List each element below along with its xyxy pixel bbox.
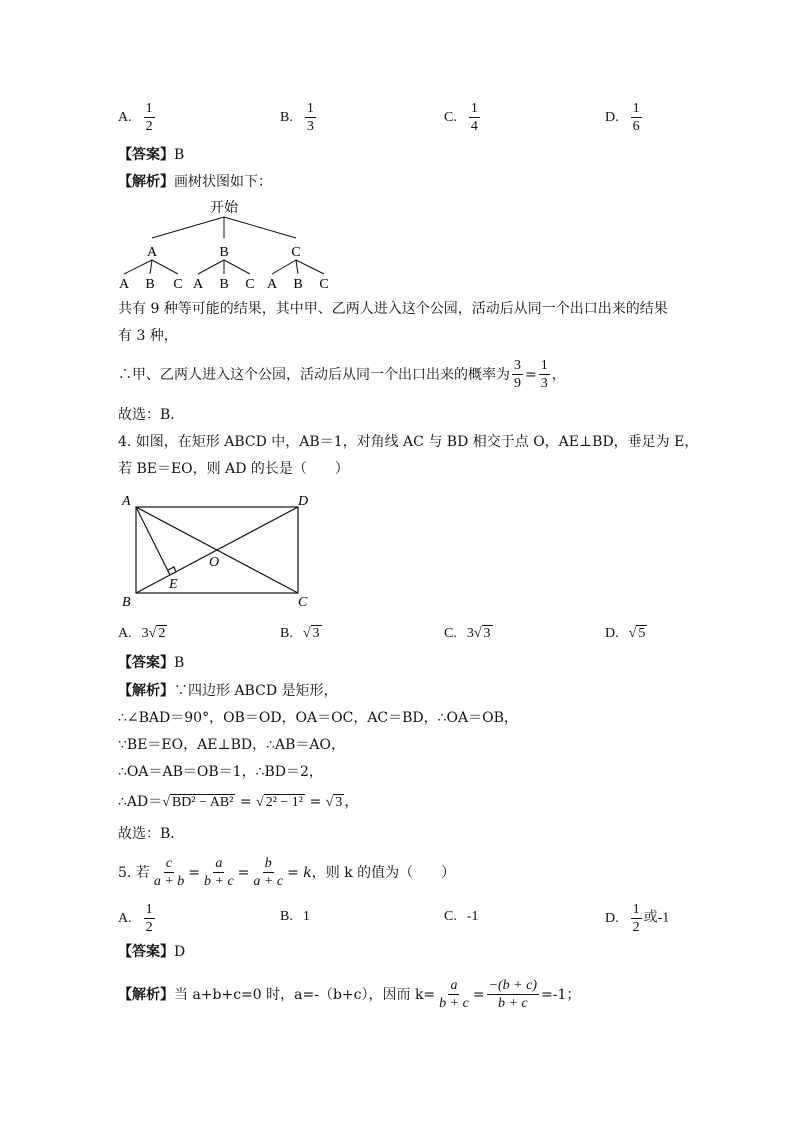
q4-option-d: D. √ 5 — [605, 624, 647, 644]
q3-conclusion: 故选：B． — [118, 407, 185, 423]
label-o: O — [209, 555, 220, 570]
label-a: A — [122, 494, 131, 509]
label-d: D — [298, 494, 309, 509]
q5-analysis: 【解析】 当 a+b+c=0 时，a=-（b+c），因而 k= $\frac{a}{b + c}$ = $\frac{-(b + c)}{b + c}$ =-1； — [118, 978, 581, 1011]
fraction: $\frac{1}{6}$ — [632, 101, 640, 134]
q4-conclusion: 故选：B． — [118, 826, 185, 842]
label-e: E — [169, 577, 178, 592]
sqrt: √ BD² − AB² — [162, 795, 234, 810]
fraction: $\frac{c}{a + b}$ — [153, 856, 185, 889]
q4-final-step: ∴AD＝√ BD² − AB² = √ 2² − 1² = √ 3 ， — [118, 792, 358, 813]
tree-node: B — [219, 245, 229, 260]
q5-option-a: A. $\frac{1}{2}$ — [118, 902, 153, 935]
tree-diagram — [110, 196, 370, 292]
q3-line3: ∴甲、乙两人进入这个公园，活动后从同一个出口出来的概率为 $\frac{3}{9}$ = $\frac{1}{3}$ ， — [118, 358, 566, 391]
q4-step-4: ∴OA＝AB＝OB＝1，∴BD＝2， — [118, 764, 323, 780]
fraction: $\frac{1}{3}$ — [540, 358, 548, 391]
tree-root: 开始 — [210, 201, 238, 216]
q5-option-b: B. 1 — [280, 909, 310, 924]
q3-option-c: C. $\frac{1}{4}$ — [444, 101, 478, 134]
label-b: B — [122, 595, 131, 610]
sqrt: √ 3 — [473, 626, 491, 641]
q4-stem-line1: 4. 如图，在矩形 ABCD 中，AB＝1，对角线 AC 与 BD 相交于点 O，AE⊥BD，垂足为 E， — [118, 434, 699, 450]
fraction: $\frac{1}{2}$ — [632, 902, 640, 935]
q3-option-d: D. $\frac{1}{6}$ — [605, 101, 640, 134]
label-c: C — [298, 595, 308, 610]
fraction: $\frac{1}{4}$ — [470, 101, 478, 134]
q3-line2: 有 3 种， — [118, 328, 178, 344]
fraction: $\frac{3}{9}$ — [514, 358, 521, 391]
tree-leaf: C — [319, 277, 329, 292]
fraction: $\frac{a}{b + c}$ — [204, 856, 234, 889]
sqrt: √ 2² − 1² — [256, 795, 303, 810]
q5-answer: 【答案】D — [118, 944, 186, 960]
sqrt: √ 3 — [302, 626, 320, 641]
fraction: $\frac{1}{2}$ — [145, 101, 153, 134]
q5-option-c: C. -1 — [444, 909, 479, 924]
q5-option-d: D. $\frac{1}{2}$ 或-1 — [605, 902, 670, 935]
q3-analysis-intro: 【解析】画树状图如下： — [118, 174, 272, 190]
q3-option-a: A. $\frac{1}{2}$ — [118, 101, 153, 134]
q4-answer: 【答案】B — [118, 655, 185, 671]
tree-leaf: A — [266, 277, 278, 292]
sqrt: √ 5 — [628, 626, 646, 641]
q4-option-b: B. √ 3 — [280, 624, 322, 644]
q5-stem: 5. 若 $\frac{c}{a + b}$ = $\frac{a}{b + c}$ = $\frac{b}{a + c}$ = k ，则 k 的值为（ ） — [118, 856, 456, 889]
fraction: $\frac{1}{2}$ — [145, 902, 153, 935]
tree-leaf: A — [192, 277, 204, 292]
q3-answer: 【答案】B — [118, 147, 185, 163]
q3-option-b: B. $\frac{1}{3}$ — [280, 101, 314, 134]
tree-leaf: C — [245, 277, 255, 292]
q4-step-1: 【解析】∵四边形 ABCD 是矩形， — [118, 683, 338, 699]
fraction: $\frac{a}{b + c}$ — [439, 978, 469, 1011]
tree-leaf: B — [219, 277, 229, 292]
q4-step-3: ∵BE＝EO，AE⊥BD，∴AB＝AO， — [118, 737, 346, 753]
sqrt: √ 3 — [325, 795, 343, 810]
rectangle-figure — [112, 488, 322, 614]
tree-leaf: B — [145, 277, 155, 292]
tree-node: A — [146, 245, 158, 260]
q4-stem-line2: 若 BE＝EO，则 AD 的长是（ ） — [118, 461, 349, 477]
fraction: $\frac{1}{3}$ — [306, 101, 314, 134]
fraction: $\frac{-(b + c)}{b + c}$ — [488, 978, 537, 1011]
tree-leaf: B — [293, 277, 303, 292]
tree-node: C — [291, 245, 301, 260]
q4-step-2: ∴∠BAD＝90°，OB＝OD，OA＝OC，AC＝BD，∴OA＝OB， — [118, 710, 518, 726]
sqrt: √ 2 — [148, 626, 166, 641]
fraction: $\frac{b}{a + c}$ — [253, 856, 284, 889]
tree-leaf: C — [173, 277, 183, 292]
q4-option-a: A. 3√ 2 — [118, 624, 167, 644]
q4-option-c: C. 3√ 3 — [444, 624, 493, 644]
q3-line1: 共有 9 种等可能的结果，其中甲、乙两人进入这个公园，活动后从同一个出口出来的结果 — [118, 301, 668, 317]
tree-leaf: A — [118, 277, 130, 292]
